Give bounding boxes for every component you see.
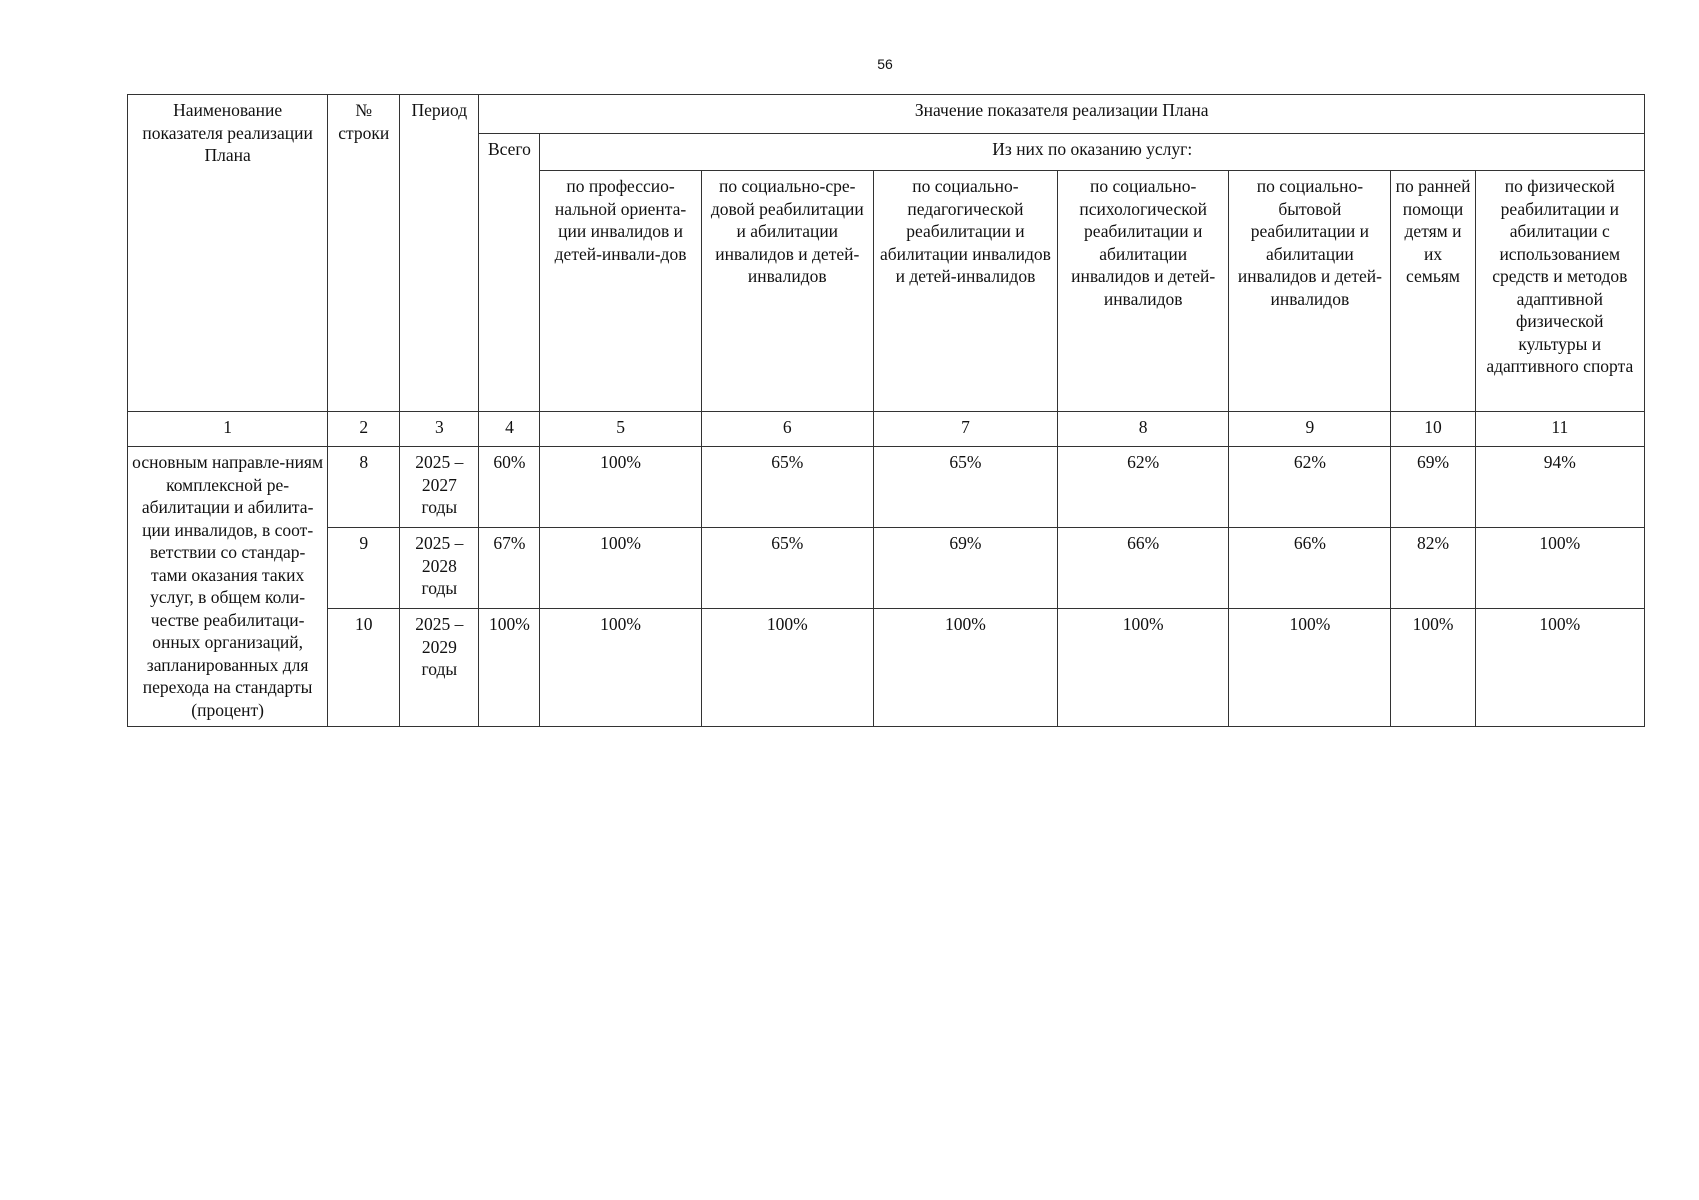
column-number: 6 <box>701 412 873 447</box>
column-number: 9 <box>1229 412 1391 447</box>
table-row <box>128 609 1645 727</box>
header-service-social-environmental: по социально-сре-довой реабилитации и абилитации инвалидов и детей-инвалидов <box>701 171 873 412</box>
value-cell: 100% <box>701 609 873 727</box>
header-indicator-name: Наименование показателя реализации Плана <box>128 95 328 412</box>
value-cell: 100% <box>540 447 701 528</box>
column-number: 10 <box>1391 412 1475 447</box>
value-cell: 100% <box>1475 609 1644 727</box>
column-number: 8 <box>1058 412 1229 447</box>
plan-indicator-table <box>127 94 1645 727</box>
header-total: Всего <box>479 134 540 412</box>
column-number: 7 <box>873 412 1057 447</box>
total-cell: 67% <box>479 528 540 609</box>
page-number: 56 <box>877 56 893 72</box>
header-service-social-household: по социально-бытовой реабилитации и абилитации инвалидов и детей-инвалидов <box>1229 171 1391 412</box>
value-cell: 66% <box>1229 528 1391 609</box>
value-cell: 69% <box>1391 447 1475 528</box>
period-cell: 2025 – 2027 годы <box>400 447 479 528</box>
value-cell: 100% <box>540 528 701 609</box>
header-value-group: Значение показателя реализации Плана <box>479 95 1645 134</box>
value-cell: 65% <box>701 528 873 609</box>
column-number: 5 <box>540 412 701 447</box>
header-service-physical: по физической реабилитации и абилитации с использованием средств и методов адаптивной физической культуры и адаптивного спорта <box>1475 171 1644 412</box>
table-row <box>128 447 1645 528</box>
value-cell: 62% <box>1058 447 1229 528</box>
row-number-cell: 9 <box>328 528 400 609</box>
value-cell: 69% <box>873 528 1057 609</box>
table-row <box>128 528 1645 609</box>
header-service-early-help: по ранней помощи детям и их семьям <box>1391 171 1475 412</box>
column-number: 4 <box>479 412 540 447</box>
value-cell: 100% <box>1058 609 1229 727</box>
header-service-vocational: по профессио-нальной ориента-ции инвалидов и детей-инвали-дов <box>540 171 701 412</box>
header-period: Период <box>400 95 479 412</box>
value-cell: 100% <box>1391 609 1475 727</box>
value-cell: 65% <box>701 447 873 528</box>
value-cell: 100% <box>540 609 701 727</box>
column-number: 1 <box>128 412 328 447</box>
column-number: 11 <box>1475 412 1644 447</box>
row-number-cell: 10 <box>328 609 400 727</box>
value-cell: 100% <box>873 609 1057 727</box>
header-services-group: Из них по оказанию услуг: <box>540 134 1645 171</box>
period-cell: 2025 – 2029 годы <box>400 609 479 727</box>
header-service-social-pedagogical: по социально-педагогической реабилитации и абилитации инвалидов и детей-инвалидов <box>873 171 1057 412</box>
column-number: 3 <box>400 412 479 447</box>
value-cell: 100% <box>1229 609 1391 727</box>
value-cell: 65% <box>873 447 1057 528</box>
value-cell: 82% <box>1391 528 1475 609</box>
value-cell: 66% <box>1058 528 1229 609</box>
total-cell: 100% <box>479 609 540 727</box>
column-number: 2 <box>328 412 400 447</box>
value-cell: 100% <box>1475 528 1644 609</box>
period-cell: 2025 – 2028 годы <box>400 528 479 609</box>
header-row-number: № строки <box>328 95 400 412</box>
value-cell: 62% <box>1229 447 1391 528</box>
indicator-description: основным направле-ниям комплексной ре-абилитации и абилита-ции инвалидов, в соот-ветствии со стандар-тами оказания таких услуг, в общем коли-честве реабилитаци-онных организаций, запланированных для перехода на стандарты (процент) <box>128 447 328 727</box>
total-cell: 60% <box>479 447 540 528</box>
row-number-cell: 8 <box>328 447 400 528</box>
header-service-social-psychological: по социально-психологической реабилитации и абилитации инвалидов и детей-инвалидов <box>1058 171 1229 412</box>
value-cell: 94% <box>1475 447 1644 528</box>
